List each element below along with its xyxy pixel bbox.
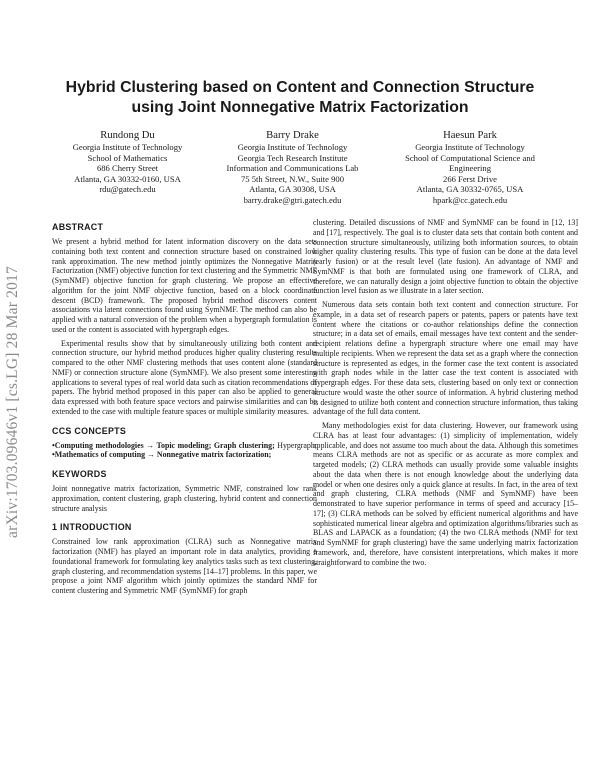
author-email: barry.drake@gtri.gatech.edu <box>243 194 342 205</box>
author-affiliation-line: Information and Communications Lab <box>226 163 359 174</box>
body-paragraph: Numerous data sets contain both text content and connection structure. For example, in a data set of research papers or patents, papers or patents have text content where the citations or co-author relationships define the connection structure; in a data set of emails, email messages have text content and the sender-recipient relations define a hypergraph structure where one email may have multiple recipients. When we represent the data set as a graph where the connection structure is represented as edges, in the former case the text content is associated with graph nodes while in the latter case the text content is associated with hypergraph edges. For these data sets, clustering based on only text or connection structure would waste the other source of information. A hybrid clustering method is designed to utilize both content and connection structure information, thus taking advantage of the full data content. <box>313 300 578 417</box>
title-line-2: using Joint Nonnegative Matrix Factorization <box>131 99 469 116</box>
author-address-line: Atlanta, GA 30332-0160, USA <box>74 173 181 184</box>
ccs-concept-bold: •Computing methodologies → Topic modeling; Graph clustering; <box>52 440 275 450</box>
author-haesun-park <box>380 129 560 206</box>
author-affiliation-line: Georgia Tech Research Institute <box>237 152 348 163</box>
keywords-section <box>52 469 317 513</box>
paper-title <box>40 78 560 118</box>
keywords-heading: KEYWORDS <box>52 469 107 479</box>
author-name: Rundong Du <box>100 130 155 141</box>
author-address-line: Atlanta, GA 30332-0765, USA <box>416 184 524 195</box>
introduction-section <box>52 522 317 596</box>
arxiv-sidebar <box>2 232 24 572</box>
title-line-1: Hybrid Clustering based on Content and Connection Structure <box>65 79 535 96</box>
author-name: Haesun Park <box>443 130 497 141</box>
body-paragraph: clustering. Detailed discussions of NMF and SymNMF can be found in [12, 13] and [17], respectively. The goal is to cluster data sets that contain both content and connection structure simultaneously, utilizing both information sources, to obtain higher quality clustering results. This type of fusion can be done at the data level (early fusion) or at the result level (late fusion). An advantage of NMF and SymNMF is that both are formulated using one framework of CLRA, and therefore, we can naturally design a joint objective function to obtain the objective function level fusion as we illustrate in a later section. <box>313 218 578 296</box>
abstract-paragraph: Experimental results show that by simultaneously utilizing both content and connection structure, our hybrid method produces higher quality clustering results compared to the other NMF clustering methods that uses content alone (standard NMF) or connection structure alone (SymNMF). We also present some interesting applications to several types of real world data such as citation recommendations of papers. The hybrid method proposed in this paper can also be applied to general data expressed with both feature space vectors and pairwise similarities and can be extended to the case with multiple feature spaces or multiple similarity measures. <box>52 338 317 416</box>
author-address-line: 75 5th Street, N.W., Suite 900 <box>240 173 345 184</box>
body-paragraph: Many methodologies exist for data clustering. However, our framework using CLRA has at least four advantages: (1) simplicity of implementation, widely applicable, and does not assume too much about the data. Although this sometimes means CLRA methods are not as specific or as accurate as more complex and targeted models; (2) CLRA methods can usually provide some valuable insights about the data when there is not enough knowledge about the underlying data model or when one desires only a quick glance at results. In fact, in the area of text and graph clustering, CLRA methods (NMF and SymNMF) have been demonstrated to have superior performance in terms of speed and accuracy [15–17]; (3) CLRA methods can be solved by efficient numerical algorithms and have sophisticated numerical linear algebra and optimization algorithms/libraries such as BLAS and LAPACK as a foundation; (4) the two CLRA methods (NMF for text and SymNMF for graph clustering) have the same underlying matrix factorization framework, and, therefore, have consistent interpretations, which makes it more straightforward to combine the two. <box>313 421 578 567</box>
author-email: hpark@cc.gatech.edu <box>432 194 508 205</box>
author-affiliation-line: Georgia Institute of Technology <box>237 142 348 152</box>
author-affiliation-line: Engineering <box>449 163 491 174</box>
left-column <box>52 222 317 596</box>
abstract-paragraph: We present a hybrid method for latent information discovery on the data sets containing both text content and connection structure based on constrained low rank approximation. The new method jointly optimizes the Nonnegative Matrix Factorization (NMF) objective function for text clustering and the Symmetric NMF (SymNMF) objective function for graph clustering. We propose an effective algorithm for the joint NMF objective function, based on a block coordinate descent (BCD) framework. The proposed hybrid method discovers content associations via latent connections found using SymNMF. The method can also be applied with a natural conversion of the problem when a hypergraph formulation is used or the content is associated with hypergraph edges. <box>52 237 317 334</box>
author-rundong-du <box>55 129 200 195</box>
arxiv-identifier: arXiv:1703.09646v1 [cs.LG] 28 Mar 2017 <box>4 266 21 538</box>
right-column <box>313 218 578 567</box>
author-address-line: 686 Cherry Street <box>96 163 159 174</box>
author-affiliation-line: Georgia Institute of Technology <box>415 142 525 152</box>
ccs-concepts-section <box>52 426 317 461</box>
introduction-heading: 1 INTRODUCTION <box>52 522 132 533</box>
author-block <box>55 129 555 209</box>
author-address-line: 266 Ferst Drive <box>443 173 497 184</box>
introduction-paragraph: Constrained low rank approximation (CLRA) such as Nonnegative matrix factorization (NMF) has played an important role in data analytics, providing a foundational framework for formulating key analytics tasks such as text clustering, graph clustering, and recommendation systems [14–17] problems. In this paper, we propose a joint NMF algorithm which jointly optimizes the standard NMF for content clustering and Symmetric NMF (SymNMF) for graph <box>52 537 317 595</box>
abstract-heading: ABSTRACT <box>52 222 104 232</box>
ccs-concept: Hypergraph; <box>274 440 317 450</box>
author-affiliation-line: Georgia Institute of Technology <box>72 142 183 152</box>
ccs-heading: CCS CONCEPTS <box>52 425 127 436</box>
author-affiliation-line: School of Mathematics <box>87 152 168 163</box>
ccs-concept-bold: •Mathematics of computing → Nonnegative matrix factorization; <box>52 450 272 460</box>
ccs-text <box>52 441 317 461</box>
author-affiliation-line: School of Computational Science and <box>405 152 535 163</box>
author-name: Barry Drake <box>266 130 319 141</box>
author-barry-drake <box>210 129 375 206</box>
abstract-section <box>52 222 317 417</box>
author-email: rdu@gatech.edu <box>99 184 156 195</box>
author-address-line: Atlanta, GA 30308, USA <box>249 184 336 195</box>
keywords-text: Joint nonnegative matrix factorization, Symmetric NMF, constrained low rank approximation, content clustering, graph clustering, hybrid content and connection structure analysis <box>52 484 317 513</box>
